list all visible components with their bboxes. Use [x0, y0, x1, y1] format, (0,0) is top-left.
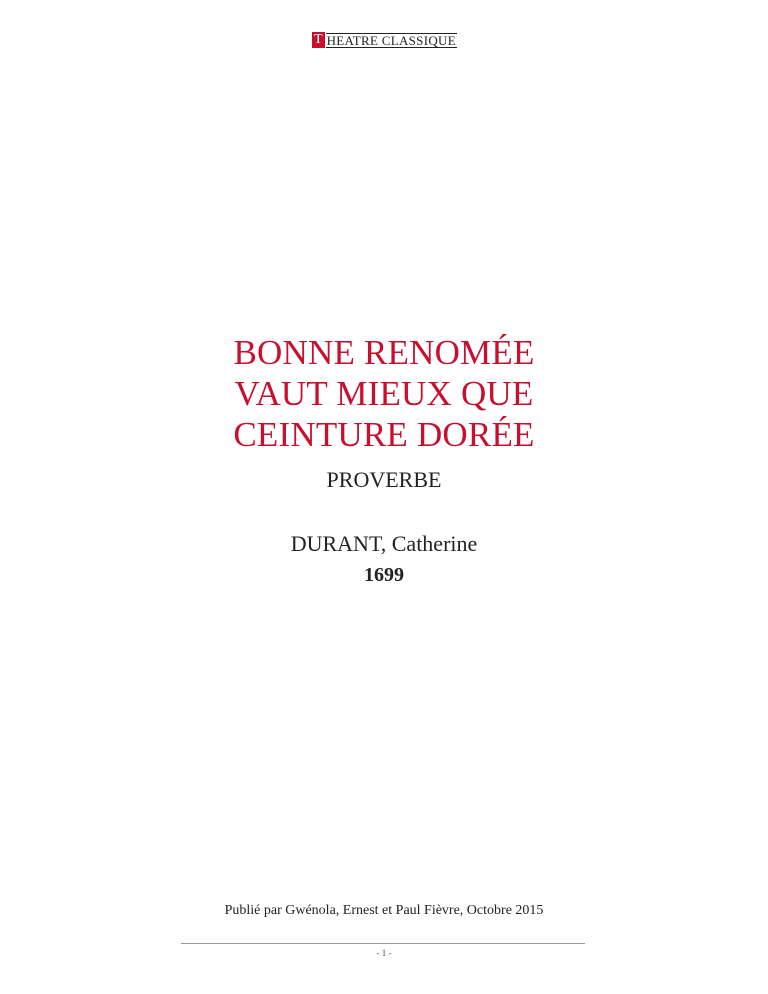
title-line: BONNE RENOMÉE	[233, 333, 535, 372]
logo-initial: T	[314, 32, 323, 47]
title-line: CEINTURE DORÉE	[233, 415, 535, 454]
title-line: VAUT MIEUX QUE	[234, 374, 534, 413]
publication-year: 1699	[364, 564, 404, 586]
site-logo	[312, 31, 457, 49]
publisher-credit: Publié par Gwénola, Ernest et Paul Fièvre, Octobre 2015	[224, 903, 544, 918]
logo-text: HEATRE CLASSIQUE	[326, 32, 456, 48]
footer-divider	[181, 943, 585, 944]
genre-label: PROVERBE	[326, 467, 442, 492]
page-number: - 1 -	[376, 948, 392, 958]
author-name: DURANT, Catherine	[290, 531, 478, 556]
play-title	[0, 332, 768, 455]
